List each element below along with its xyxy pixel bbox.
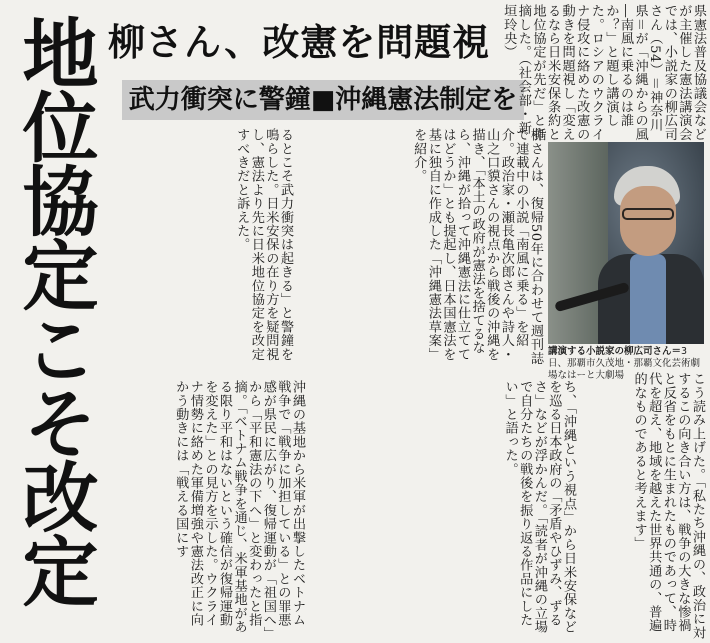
body-column-3: ち、「沖縄という視点」から日米安保などを巡る日本政府の「矛盾やひずみ、ずるさ」などが浮かんだ。「読者が沖縄の立場で自分たちの戦後を振り返る作品にしたい」と語った。 xyxy=(502,380,576,634)
lead-paragraph: 県憲法普及協議会などが主催した憲法講演会では、小説家の柳広司さん（54）＝神奈川県＝が「沖縄からの風―南風に乗るのは誰か？」と題し講演した。ロシアのウクライナ侵攻に絡めた改憲の動きを問題視し「変えるなら日米安保条約と地位協定が先だ」と指摘した。（社会部・新垣玲央） xyxy=(501,4,706,141)
body-column-1: 柳さんは、復帰50年に合わせて週刊誌で連載中の小説「南風に乗る」を紹介。政治家・瀬長亀次郎さんや詩人・山之口貘さんの視点から戦後の沖縄を描き、「本土の政府が憲法を捨てるなら、沖縄が拾って沖縄憲法に仕立ててはどうか」とも提起し、日本国憲法を基に独自に作成した「沖縄憲法草案」を紹介。 xyxy=(411,128,543,365)
article-title: 柳さん、改憲を問題視 xyxy=(108,21,491,64)
closing-paragraph: こう読み上げた。「私たち沖縄の、政治に対するこの向き合い方は、戦争の大きな惨禍と反省をもとに生まれたものであって、時代を超え、地域を越えた世界共通の、普遍的なものであると考えます」 xyxy=(631,372,705,640)
photo-caption xyxy=(548,346,706,381)
body-column-2: るとこそ武力衝突は起きる」と警鐘を鳴らした。日米安保の在り方を疑問視し、憲法より先に日米地位協定を改定すべきだと訴えた。 xyxy=(234,128,293,361)
photo-caption-lead: 講演する小説家の柳広司さん＝ xyxy=(548,346,682,357)
article-subtitle: 武力衝突に警鐘■沖縄憲法制定を xyxy=(122,80,524,120)
headline: 地位協定こそ改定 xyxy=(10,14,99,606)
body-column-4: 沖縄の基地から米軍が出撃したベトナム戦争で「戦争に加担している」との罪悪感が県民に広がり、復帰運動が「祖国へ」から「平和憲法の下へ」と変わったと指摘。「ベトナム戦争を通じ、米軍基地がある限り平和はないという確信が復帰運動を変えた」との見方を示した。ウクライナ情勢に絡めた軍備増強や憲法改正に向かう動きには「戦える国にす xyxy=(173,380,305,634)
photo-caption-text: 3日、那覇市久茂地・那覇文化芸術劇場なはーと大劇場 xyxy=(548,346,701,381)
speaker-photo xyxy=(548,142,704,344)
